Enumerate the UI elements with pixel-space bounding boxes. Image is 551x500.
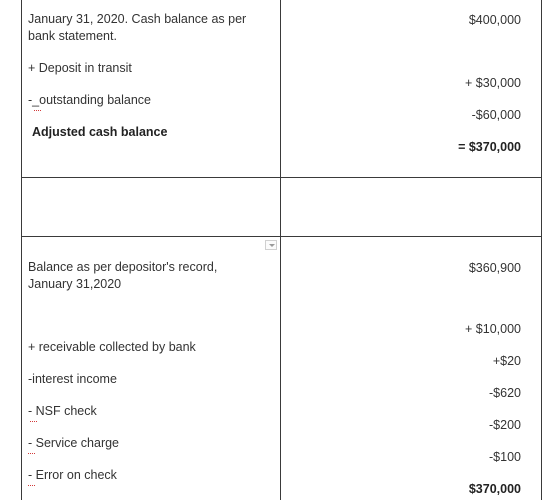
receivable-collected-amount: + $10,000 <box>465 322 521 336</box>
depositor-balance-amount: $360,900 <box>468 261 521 275</box>
nsf-check-amount: -$620 <box>489 386 521 400</box>
deposit-in-transit-amount: + $30,000 <box>465 76 521 90</box>
table-border-left <box>21 0 22 500</box>
bank-statement-date-line-a: January 31, 2020. Cash balance as per <box>28 12 247 26</box>
bank-balance-amount: $400,000 <box>468 13 521 27</box>
table-border-right <box>541 0 542 500</box>
table-row-divider-2 <box>21 236 542 237</box>
adjusted-cash-balance-amount: = $370,000 <box>458 140 521 154</box>
cell-dropdown-icon[interactable] <box>265 240 277 250</box>
depositor-balance-label-b: January 31,2020 <box>28 277 122 291</box>
nsf-check-label: - NSF check <box>28 404 97 418</box>
interest-income-label: -interest income <box>28 372 117 386</box>
spellcheck-underline <box>28 451 35 454</box>
error-on-check-label: - Error on check <box>28 468 117 482</box>
spellcheck-underline <box>34 108 41 111</box>
spellcheck-underline <box>30 419 37 422</box>
spellcheck-underline <box>28 483 35 486</box>
outstanding-balance-label: -_outstanding balance <box>28 93 152 107</box>
table-border-middle <box>280 0 281 500</box>
bank-statement-date-line-b: bank statement. <box>28 29 117 43</box>
adjusted-cash-balance-label: Adjusted cash balance <box>32 125 168 139</box>
interest-income-amount: +$20 <box>492 354 521 368</box>
error-on-check-amount: -$100 <box>489 450 521 464</box>
service-charge-label: - Service charge <box>28 436 120 450</box>
outstanding-balance-amount: -$60,000 <box>471 108 521 122</box>
final-balance-amount: $370,000 <box>468 482 521 496</box>
deposit-in-transit-label: + Deposit in transit <box>28 61 132 75</box>
service-charge-amount: -$200 <box>489 418 521 432</box>
depositor-balance-label-a: Balance as per depositor's record, <box>28 260 218 274</box>
receivable-collected-label: + receivable collected by bank <box>28 340 196 354</box>
table-row-divider-1 <box>21 177 542 178</box>
